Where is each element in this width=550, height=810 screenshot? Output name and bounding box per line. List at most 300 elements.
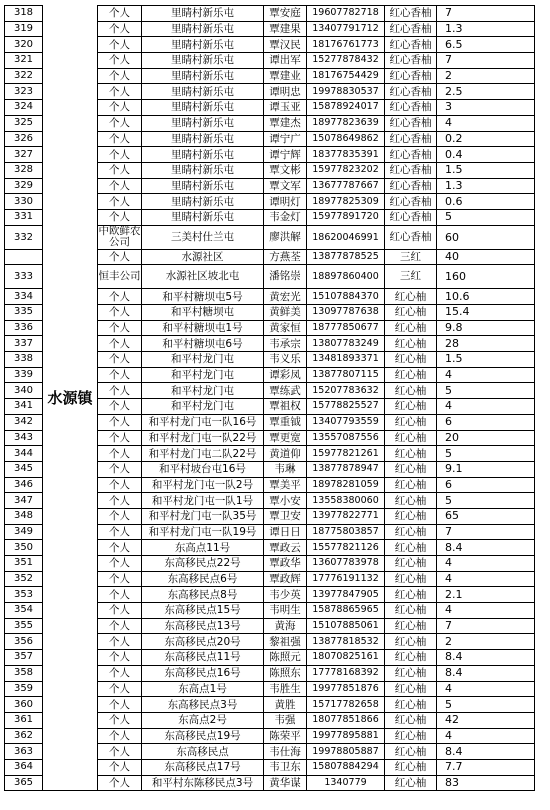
row-number-cell: 339 — [5, 367, 43, 383]
row-number-cell: 350 — [5, 540, 43, 556]
row-number-cell: 349 — [5, 524, 43, 540]
variety-cell: 红心柚 — [385, 367, 437, 383]
entity-type-cell: 个人 — [98, 194, 142, 210]
quantity-cell: 65 — [437, 508, 535, 524]
phone-cell: 15277878432 — [307, 53, 385, 69]
row-number-cell — [5, 249, 43, 265]
person-name-cell: 覃建果 — [264, 21, 307, 37]
variety-cell: 红心柚 — [385, 744, 437, 760]
quantity-cell: 4 — [437, 571, 535, 587]
location-cell: 东高移民点6号 — [142, 571, 264, 587]
location-cell: 里睛村新乐屯 — [142, 68, 264, 84]
location-cell: 和平村龙门屯二队22号 — [142, 446, 264, 462]
entity-type-cell: 个人 — [98, 53, 142, 69]
person-name-cell: 韦琳 — [264, 461, 307, 477]
variety-cell: 红心香柚 — [385, 53, 437, 69]
phone-cell: 15107884370 — [307, 289, 385, 305]
location-cell: 东高移民点8号 — [142, 587, 264, 603]
row-number-cell: 351 — [5, 556, 43, 572]
phone-cell: 18070825161 — [307, 650, 385, 666]
quantity-cell: 160 — [437, 265, 535, 289]
location-cell: 东高移民点22号 — [142, 556, 264, 572]
phone-cell: 15107885061 — [307, 618, 385, 634]
variety-cell: 红心香柚 — [385, 131, 437, 147]
phone-cell: 13977822771 — [307, 508, 385, 524]
phone-cell: 1340779 — [307, 775, 385, 791]
entity-type-cell: 个人 — [98, 618, 142, 634]
variety-cell: 红心香柚 — [385, 21, 437, 37]
entity-type-cell: 个人 — [98, 37, 142, 53]
person-name-cell: 覃文军 — [264, 178, 307, 194]
location-cell: 里睛村新乐屯 — [142, 178, 264, 194]
phone-cell: 15778825527 — [307, 399, 385, 415]
phone-cell: 13407791712 — [307, 21, 385, 37]
phone-cell: 15878865965 — [307, 603, 385, 619]
entity-type-cell: 个人 — [98, 249, 142, 265]
entity-type-cell: 个人 — [98, 728, 142, 744]
variety-cell: 红心柚 — [385, 508, 437, 524]
location-cell: 里睛村新乐屯 — [142, 131, 264, 147]
person-name-cell: 韦义乐 — [264, 352, 307, 368]
phone-cell: 15078649862 — [307, 131, 385, 147]
phone-cell: 19607782718 — [307, 6, 385, 22]
row-number-cell: 319 — [5, 21, 43, 37]
variety-cell: 红心柚 — [385, 383, 437, 399]
phone-cell: 18176761773 — [307, 37, 385, 53]
row-number-cell: 363 — [5, 744, 43, 760]
phone-cell: 18977823639 — [307, 115, 385, 131]
location-cell: 和平村糖坝屯6号 — [142, 336, 264, 352]
row-number-cell: 333 — [5, 265, 43, 289]
person-name-cell: 黄华谋 — [264, 775, 307, 791]
phone-cell: 19977895881 — [307, 728, 385, 744]
row-number-cell: 336 — [5, 320, 43, 336]
phone-cell: 13677787667 — [307, 178, 385, 194]
location-cell: 和平村龙门屯一队2号 — [142, 477, 264, 493]
location-cell: 和平村坡台屯16号 — [142, 461, 264, 477]
quantity-cell: 5 — [437, 493, 535, 509]
phone-cell: 13557087556 — [307, 430, 385, 446]
entity-type-cell: 个人 — [98, 571, 142, 587]
row-number-cell: 324 — [5, 100, 43, 116]
location-cell: 和平村龙门屯一队22号 — [142, 430, 264, 446]
row-number-cell: 325 — [5, 115, 43, 131]
person-name-cell: 覃练武 — [264, 383, 307, 399]
location-cell: 东高移民点3号 — [142, 697, 264, 713]
person-name-cell: 谭宁辉 — [264, 147, 307, 163]
person-name-cell: 韦金灯 — [264, 209, 307, 225]
phone-cell: 18897860400 — [307, 265, 385, 289]
entity-type-cell: 个人 — [98, 744, 142, 760]
quantity-cell: 5 — [437, 446, 535, 462]
entity-type-cell: 个人 — [98, 603, 142, 619]
quantity-cell: 7 — [437, 6, 535, 22]
quantity-cell: 0.4 — [437, 147, 535, 163]
variety-cell: 红心柚 — [385, 336, 437, 352]
table-body — [5, 6, 535, 791]
location-cell: 和平村糖坝屯5号 — [142, 289, 264, 305]
phone-cell: 15807884294 — [307, 759, 385, 775]
row-number-cell: 348 — [5, 508, 43, 524]
person-name-cell: 覃卫安 — [264, 508, 307, 524]
phone-cell: 18777850677 — [307, 320, 385, 336]
quantity-cell: 3 — [437, 100, 535, 116]
person-name-cell: 谭宁广 — [264, 131, 307, 147]
entity-type-cell: 个人 — [98, 540, 142, 556]
quantity-cell: 15.4 — [437, 305, 535, 321]
row-number-cell: 343 — [5, 430, 43, 446]
row-number-cell: 335 — [5, 305, 43, 321]
phone-cell: 13977847905 — [307, 587, 385, 603]
phone-cell: 19977851876 — [307, 681, 385, 697]
location-cell: 里睛村新乐屯 — [142, 21, 264, 37]
person-name-cell: 黄胜 — [264, 697, 307, 713]
variety-cell: 红心香柚 — [385, 225, 437, 249]
entity-type-cell: 个人 — [98, 634, 142, 650]
variety-cell: 红心香柚 — [385, 162, 437, 178]
quantity-cell: 5 — [437, 697, 535, 713]
row-number-cell: 318 — [5, 6, 43, 22]
person-name-cell: 韦承宗 — [264, 336, 307, 352]
person-name-cell: 覃汉民 — [264, 37, 307, 53]
variety-cell: 红心柚 — [385, 650, 437, 666]
row-number-cell: 345 — [5, 461, 43, 477]
location-cell: 东高点11号 — [142, 540, 264, 556]
quantity-cell: 7 — [437, 524, 535, 540]
row-number-cell: 362 — [5, 728, 43, 744]
variety-cell: 三红 — [385, 249, 437, 265]
row-number-cell: 354 — [5, 603, 43, 619]
row-number-cell: 356 — [5, 634, 43, 650]
person-name-cell: 黄宏光 — [264, 289, 307, 305]
row-number-cell: 364 — [5, 759, 43, 775]
person-name-cell: 韦胜生 — [264, 681, 307, 697]
location-cell: 东高点2号 — [142, 712, 264, 728]
location-cell: 东高移民点11号 — [142, 650, 264, 666]
location-cell: 和平村龙门屯 — [142, 399, 264, 415]
person-name-cell: 覃更宽 — [264, 430, 307, 446]
person-name-cell: 谭玉亚 — [264, 100, 307, 116]
quantity-cell: 0.6 — [437, 194, 535, 210]
row-number-cell: 328 — [5, 162, 43, 178]
phone-cell: 18077851866 — [307, 712, 385, 728]
person-name-cell: 廖洪解 — [264, 225, 307, 249]
location-cell: 和平村龙门屯 — [142, 383, 264, 399]
variety-cell: 红心香柚 — [385, 68, 437, 84]
entity-type-cell: 个人 — [98, 587, 142, 603]
row-number-cell: 357 — [5, 650, 43, 666]
person-name-cell: 覃政华 — [264, 556, 307, 572]
variety-cell: 红心柚 — [385, 759, 437, 775]
entity-type-cell: 个人 — [98, 524, 142, 540]
person-name-cell: 覃重钺 — [264, 414, 307, 430]
entity-type-cell: 个人 — [98, 336, 142, 352]
quantity-cell: 2 — [437, 68, 535, 84]
phone-cell: 18978281059 — [307, 477, 385, 493]
quantity-cell: 5 — [437, 383, 535, 399]
quantity-cell: 40 — [437, 249, 535, 265]
location-cell: 里睛村新乐屯 — [142, 37, 264, 53]
row-number-cell: 358 — [5, 665, 43, 681]
variety-cell: 红心香柚 — [385, 84, 437, 100]
variety-cell: 红心香柚 — [385, 6, 437, 22]
variety-cell: 红心香柚 — [385, 194, 437, 210]
variety-cell: 红心柚 — [385, 414, 437, 430]
location-cell: 和平村龙门屯 — [142, 352, 264, 368]
data-table — [4, 5, 535, 791]
phone-cell: 13877818532 — [307, 634, 385, 650]
variety-cell: 红心柚 — [385, 399, 437, 415]
row-number-cell: 320 — [5, 37, 43, 53]
phone-cell: 13877878525 — [307, 249, 385, 265]
location-cell: 里睛村新乐屯 — [142, 84, 264, 100]
person-name-cell: 谭出军 — [264, 53, 307, 69]
location-cell: 三美村仕兰屯 — [142, 225, 264, 249]
row-number-cell: 353 — [5, 587, 43, 603]
entity-type-cell: 中欧鲜农公司 — [98, 225, 141, 249]
town-name-cell: 水源镇 — [43, 6, 98, 791]
person-name-cell: 陈照元 — [264, 650, 307, 666]
location-cell: 东高移民点15号 — [142, 603, 264, 619]
row-number-cell: 361 — [5, 712, 43, 728]
row-number-cell: 322 — [5, 68, 43, 84]
row-number-cell: 355 — [5, 618, 43, 634]
phone-cell: 19978830537 — [307, 84, 385, 100]
entity-type-cell: 个人 — [98, 556, 142, 572]
entity-type-cell: 个人 — [98, 21, 142, 37]
entity-type-cell: 个人 — [98, 775, 142, 791]
location-cell: 里睛村新乐屯 — [142, 100, 264, 116]
entity-type-cell: 个人 — [98, 131, 142, 147]
phone-cell: 13807783249 — [307, 336, 385, 352]
entity-type-cell: 个人 — [98, 289, 142, 305]
quantity-cell: 4 — [437, 556, 535, 572]
entity-type-cell: 个人 — [98, 414, 142, 430]
location-cell: 里睛村新乐屯 — [142, 147, 264, 163]
phone-cell: 13877878947 — [307, 461, 385, 477]
entity-type-cell: 个人 — [98, 209, 142, 225]
quantity-cell: 1.3 — [437, 178, 535, 194]
entity-type-cell: 个人 — [98, 367, 142, 383]
phone-cell: 17776191132 — [307, 571, 385, 587]
quantity-cell: 2.1 — [437, 587, 535, 603]
phone-cell: 15977823202 — [307, 162, 385, 178]
variety-cell: 红心香柚 — [385, 147, 437, 163]
quantity-cell: 6 — [437, 477, 535, 493]
quantity-cell: 8.4 — [437, 665, 535, 681]
person-name-cell: 韦卫东 — [264, 759, 307, 775]
quantity-cell: 10.6 — [437, 289, 535, 305]
location-cell: 和平村龙门屯一队35号 — [142, 508, 264, 524]
quantity-cell: 6.5 — [437, 37, 535, 53]
variety-cell: 红心香柚 — [385, 37, 437, 53]
entity-type-cell: 个人 — [98, 650, 142, 666]
variety-cell: 红心柚 — [385, 524, 437, 540]
quantity-cell: 2 — [437, 634, 535, 650]
variety-cell: 红心柚 — [385, 289, 437, 305]
phone-cell: 15977891720 — [307, 209, 385, 225]
person-name-cell: 谭日日 — [264, 524, 307, 540]
entity-type-cell: 个人 — [98, 477, 142, 493]
phone-cell: 15977821261 — [307, 446, 385, 462]
entity-type-cell: 个人 — [98, 100, 142, 116]
row-number-cell: 334 — [5, 289, 43, 305]
quantity-cell: 83 — [437, 775, 535, 791]
row-number-cell: 326 — [5, 131, 43, 147]
quantity-cell: 1.5 — [437, 352, 535, 368]
entity-type-cell: 个人 — [98, 320, 142, 336]
variety-cell: 红心香柚 — [385, 100, 437, 116]
variety-cell: 红心柚 — [385, 461, 437, 477]
entity-type-cell: 个人 — [98, 399, 142, 415]
variety-cell: 红心柚 — [385, 446, 437, 462]
person-name-cell: 黄海 — [264, 618, 307, 634]
person-name-cell: 韦少英 — [264, 587, 307, 603]
quantity-cell: 8.4 — [437, 744, 535, 760]
row-number-cell: 365 — [5, 775, 43, 791]
quantity-cell: 2.5 — [437, 84, 535, 100]
row-number-cell: 337 — [5, 336, 43, 352]
location-cell: 和平村糖坝屯 — [142, 305, 264, 321]
location-cell: 里睛村新乐屯 — [142, 115, 264, 131]
entity-type-cell: 个人 — [98, 712, 142, 728]
location-cell: 里睛村新乐屯 — [142, 53, 264, 69]
variety-cell: 红心柚 — [385, 540, 437, 556]
location-cell: 东高移民点19号 — [142, 728, 264, 744]
quantity-cell: 4 — [437, 681, 535, 697]
row-number-cell: 327 — [5, 147, 43, 163]
phone-cell: 15577821126 — [307, 540, 385, 556]
location-cell: 和平村龙门屯一队19号 — [142, 524, 264, 540]
phone-cell: 13877807115 — [307, 367, 385, 383]
row-number-cell: 344 — [5, 446, 43, 462]
person-name-cell: 覃政辉 — [264, 571, 307, 587]
location-cell: 东高移民点16号 — [142, 665, 264, 681]
phone-cell: 13407793559 — [307, 414, 385, 430]
person-name-cell: 覃建杰 — [264, 115, 307, 131]
variety-cell: 红心柚 — [385, 634, 437, 650]
variety-cell: 红心柚 — [385, 712, 437, 728]
variety-cell: 红心柚 — [385, 775, 437, 791]
phone-cell: 18977825309 — [307, 194, 385, 210]
person-name-cell: 黎祖强 — [264, 634, 307, 650]
variety-cell: 红心柚 — [385, 587, 437, 603]
phone-cell: 13481893371 — [307, 352, 385, 368]
variety-cell: 红心柚 — [385, 477, 437, 493]
person-name-cell: 韦强 — [264, 712, 307, 728]
person-name-cell: 覃小安 — [264, 493, 307, 509]
person-name-cell: 潘铭崇 — [264, 265, 307, 289]
variety-cell: 红心柚 — [385, 571, 437, 587]
row-number-cell: 341 — [5, 399, 43, 415]
phone-cell: 13097787638 — [307, 305, 385, 321]
entity-type-cell: 个人 — [98, 665, 142, 681]
quantity-cell: 9.1 — [437, 461, 535, 477]
phone-cell: 15717782658 — [307, 697, 385, 713]
person-name-cell: 覃美平 — [264, 477, 307, 493]
variety-cell: 红心柚 — [385, 665, 437, 681]
entity-type-cell: 个人 — [98, 383, 142, 399]
row-number-cell: 340 — [5, 383, 43, 399]
quantity-cell: 1.5 — [437, 162, 535, 178]
entity-type-cell: 个人 — [98, 178, 142, 194]
phone-cell: 15878924017 — [307, 100, 385, 116]
person-name-cell: 陈照东 — [264, 665, 307, 681]
row-number-cell: 329 — [5, 178, 43, 194]
row-number-cell: 352 — [5, 571, 43, 587]
quantity-cell: 4 — [437, 115, 535, 131]
quantity-cell: 5 — [437, 209, 535, 225]
row-number-cell: 330 — [5, 194, 43, 210]
quantity-cell: 4 — [437, 399, 535, 415]
location-cell: 和平村龙门屯 — [142, 367, 264, 383]
location-cell: 水源社区坡北屯 — [142, 265, 264, 289]
quantity-cell: 7.7 — [437, 759, 535, 775]
phone-cell: 13607783978 — [307, 556, 385, 572]
variety-cell: 红心柚 — [385, 493, 437, 509]
variety-cell: 红心柚 — [385, 728, 437, 744]
location-cell: 东高移民点20号 — [142, 634, 264, 650]
person-name-cell: 黄道仰 — [264, 446, 307, 462]
person-name-cell: 覃政云 — [264, 540, 307, 556]
entity-type-cell: 个人 — [98, 508, 142, 524]
table-row — [5, 6, 535, 22]
phone-cell: 19978805887 — [307, 744, 385, 760]
variety-cell: 红心柚 — [385, 603, 437, 619]
entity-type-cell: 恒丰公司 — [98, 265, 142, 289]
quantity-cell: 4 — [437, 603, 535, 619]
location-cell: 里睛村新乐屯 — [142, 209, 264, 225]
person-name-cell: 韦仕海 — [264, 744, 307, 760]
entity-type-cell: 个人 — [98, 681, 142, 697]
location-cell: 和平村东陈移民点3号 — [142, 775, 264, 791]
quantity-cell: 20 — [437, 430, 535, 446]
row-number-cell: 331 — [5, 209, 43, 225]
phone-cell: 18176754429 — [307, 68, 385, 84]
quantity-cell: 0.2 — [437, 131, 535, 147]
quantity-cell: 60 — [437, 225, 535, 249]
location-cell: 和平村龙门屯一队1号 — [142, 493, 264, 509]
entity-type-cell: 个人 — [98, 305, 142, 321]
location-cell: 东高移民点13号 — [142, 618, 264, 634]
person-name-cell: 陈荣平 — [264, 728, 307, 744]
person-name-cell: 黄家恒 — [264, 320, 307, 336]
entity-type-cell: 个人 — [98, 759, 142, 775]
person-name-cell: 覃文彬 — [264, 162, 307, 178]
quantity-cell: 28 — [437, 336, 535, 352]
variety-cell: 红心柚 — [385, 681, 437, 697]
entity-type-cell: 个人 — [98, 147, 142, 163]
entity-type-cell: 个人 — [98, 430, 142, 446]
row-number-cell: 323 — [5, 84, 43, 100]
location-cell: 和平村龙门屯一队16号 — [142, 414, 264, 430]
quantity-cell: 7 — [437, 618, 535, 634]
location-cell: 东高移民点17号 — [142, 759, 264, 775]
person-name-cell: 覃建业 — [264, 68, 307, 84]
location-cell: 水源社区 — [142, 249, 264, 265]
quantity-cell: 8.4 — [437, 650, 535, 666]
entity-type-cell: 个人 — [98, 697, 142, 713]
variety-cell: 红心柚 — [385, 352, 437, 368]
person-name-cell: 方燕荃 — [264, 249, 307, 265]
person-name-cell: 覃祖权 — [264, 399, 307, 415]
entity-type-cell: 个人 — [98, 461, 142, 477]
phone-cell: 18775803857 — [307, 524, 385, 540]
quantity-cell: 8.4 — [437, 540, 535, 556]
variety-cell: 红心柚 — [385, 618, 437, 634]
person-name-cell: 覃安庭 — [264, 6, 307, 22]
entity-type-cell: 个人 — [98, 352, 142, 368]
